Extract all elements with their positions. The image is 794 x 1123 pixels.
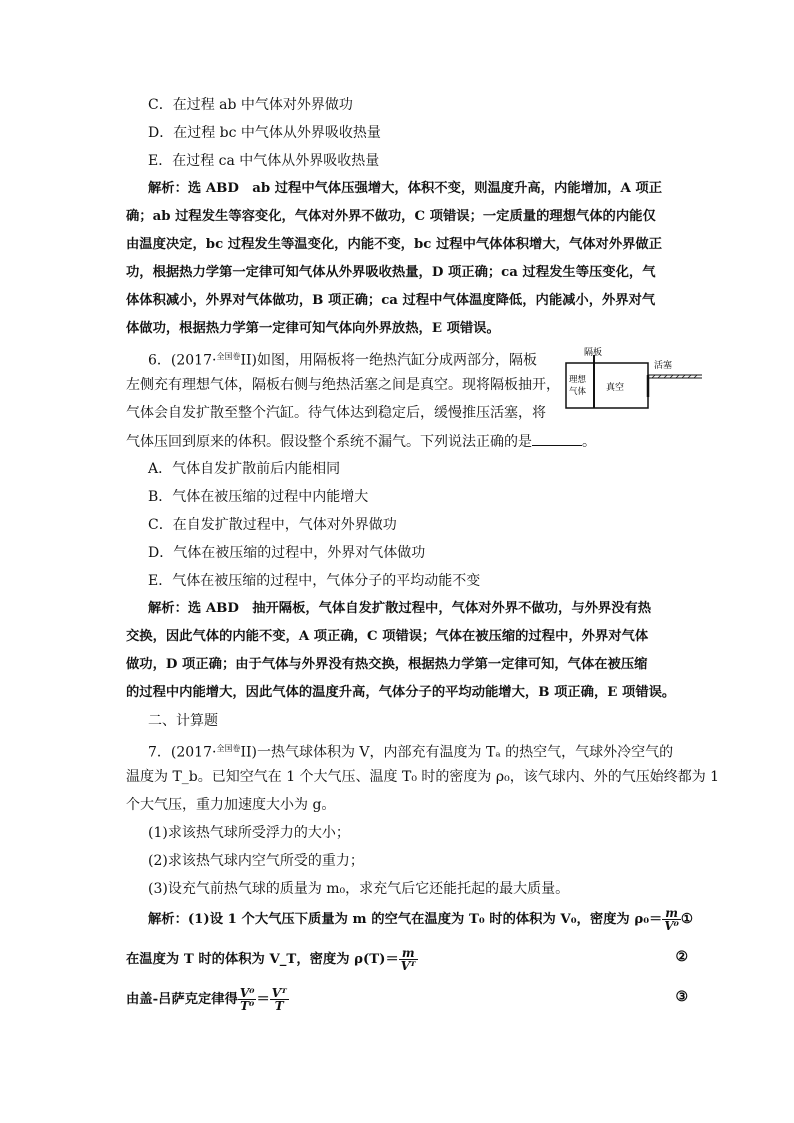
q6-prompt: 气体压回到原来的体积。假设整个系统不漏气。下列说法正确的是	[126, 434, 532, 450]
analysis5-line: 由温度决定，bc 过程发生等温变化，内能不变，bc 过程中气体体积增大，气体对外界做正	[126, 237, 663, 252]
fraction-rho0: $\frac{m}{\text{V⁰}}$	[664, 906, 679, 933]
analysis5-line: 功，根据热力学第一定律可知气体从外界吸收热量，D 项正确；ca 过程发生等压变化，气	[126, 265, 656, 280]
analysis7-line2	[126, 946, 688, 973]
option-6e: E．气体在被压缩的过程中，气体分子的平均动能不变	[148, 573, 481, 589]
option-5d: D．在过程 bc 中气体从外界吸收热量	[148, 125, 381, 141]
option-6d: D．气体在被压缩的过程中，外界对气体做功	[148, 545, 426, 561]
q6-prefix: 6．(2017·	[148, 352, 217, 369]
option-6b: B．气体在被压缩的过程中内能增大	[148, 489, 369, 505]
analysis7-line3	[126, 986, 688, 1013]
answer-blank	[532, 431, 582, 446]
analysis6-line: 做功，D 项正确；由于气体与外界没有热交换，根据热力学第一定律可知，气体在被压缩	[126, 657, 648, 672]
question-6-line3: 气体会自发扩散至整个汽缸。待气体达到稳定后，缓慢推压活塞，将	[126, 405, 546, 421]
equals-sign: ＝	[256, 992, 270, 1007]
partition-label: 隔板	[584, 347, 603, 357]
question-7-line3: 个大气压，重力加速度大小为 g。	[126, 797, 336, 813]
equation-number: ①	[680, 912, 693, 927]
question-7-line1	[148, 739, 673, 763]
analysis5-line: 确；ab 过程发生等容变化，气体对外界不做功，C 项错误；一定质量的理想气体的内能仅	[126, 209, 656, 224]
analysis7-text3: 由盖-吕萨克定律得	[126, 992, 238, 1007]
analysis7-text2: 在温度为 T 时的体积为 V_T，密度为 ρ(T)＝	[126, 952, 399, 967]
option-6c: C．在自发扩散过程中，气体对外界做功	[148, 517, 397, 533]
option-5c: C．在过程 ab 中气体对外界做功	[148, 97, 353, 113]
q7-text: II)一热气球体积为 V，内部充有温度为 Tₐ 的热空气，气球外冷空气的	[240, 744, 674, 761]
q7-prefix: 7．(2017·	[148, 744, 217, 761]
equation-number: ②	[675, 949, 688, 965]
piston-label: 活塞	[654, 360, 673, 370]
analysis6-line: 解析：选 ABD 抽开隔板，气体自发扩散过程中，气体对外界不做功，与外界没有热	[148, 601, 652, 616]
q6-source: 全国卷	[216, 352, 241, 361]
analysis6-line: 的过程中内能增大，因此气体的温度升高，气体分子的平均动能增大，B 项正确，E 项错误。	[126, 685, 676, 700]
question-7-part3: (3)设充气前热气球的质量为 m₀，求充气后它还能托起的最大质量。	[148, 881, 570, 897]
analysis5-line: 解析：选 ABD ab 过程中气体压强增大，体积不变，则温度升高，内能增加，A 项正	[148, 181, 662, 196]
analysis6-line: 交换，因此气体的内能不变，A 项正确，C 项错误；气体在被压缩的过程中，外界对气体	[126, 629, 649, 644]
analysis7-text1: 解析：(1)设 1 个大气压下质量为 m 的空气在温度为 T₀ 时的体积为 V₀，密度为 ρ₀＝	[148, 912, 663, 927]
q7-source: 全国卷	[216, 744, 241, 753]
option-6a: A．气体自发扩散前后内能相同	[148, 461, 341, 477]
gas-label-2: 气体	[569, 386, 587, 396]
fraction-v0-t0: $\frac{\text{V⁰}}{\text{T⁰}}$	[239, 986, 255, 1013]
gas-label-1: 理想	[569, 374, 587, 384]
question-6-line4	[126, 431, 596, 452]
question-6-line1	[148, 347, 537, 371]
analysis5-line: 体做功，根据热力学第一定律可知气体向外界放热，E 项错误。	[126, 321, 500, 336]
equation-number: ③	[675, 989, 688, 1005]
vacuum-label: 真空	[606, 382, 625, 392]
analysis5-line: 体体积减小，外界对气体做功，B 项正确；ca 过程中气体温度降低，内能减小，外界对气	[126, 293, 656, 308]
fraction-rhoT: $\frac{m}{\text{Vᵀ}}$	[400, 946, 416, 973]
option-5e: E．在过程 ca 中气体从外界吸收热量	[148, 153, 380, 169]
question-7-line2: 温度为 T_b。已知空气在 1 个大气压、温度 T₀ 时的密度为 ρ₀，该气球内、外的气压始终都为 1	[126, 769, 720, 785]
question-6-line2: 左侧充有理想气体，隔板右侧与绝热活塞之间是真空。现将隔板抽开，	[126, 377, 560, 393]
cylinder-figure	[564, 345, 704, 415]
analysis7-line1	[148, 907, 693, 932]
question-7-part1: (1)求该热气球所受浮力的大小；	[148, 825, 350, 841]
question-7-part2: (2)求该热气球内空气所受的重力；	[148, 853, 364, 869]
q6-text: II)如图，用隔板将一绝热汽缸分成两部分，隔板	[240, 352, 537, 369]
fraction-vt-t: $\frac{\text{Vᵀ}}{T}$	[271, 986, 287, 1013]
q6-end: 。	[582, 434, 596, 450]
section-heading: 二、计算题	[148, 713, 218, 729]
